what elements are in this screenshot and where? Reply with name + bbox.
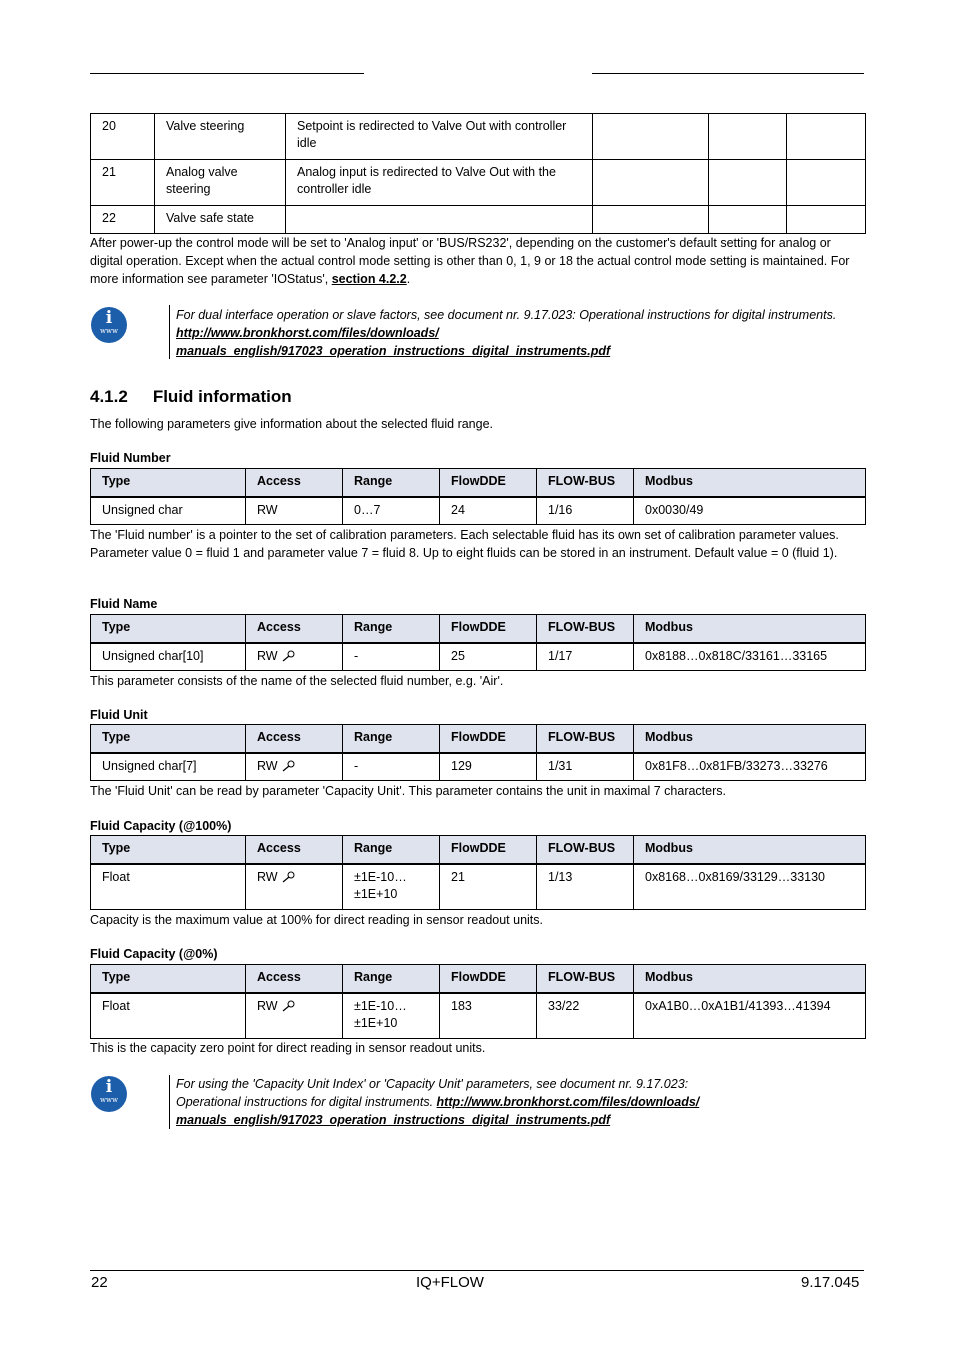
parameter-table xyxy=(90,835,866,910)
param-modbus: 0xA1B0…0xA1B1/41393…41394 xyxy=(634,993,866,1039)
mode-description xyxy=(286,206,593,234)
col-flowbus: FLOW-BUS xyxy=(537,836,634,864)
param-type: Unsigned char xyxy=(91,497,246,525)
param-flowbus: 1/13 xyxy=(537,864,634,910)
col-access: Access xyxy=(246,725,343,753)
col-modbus: Modbus xyxy=(634,836,866,864)
col-flowdde: FlowDDE xyxy=(440,836,537,864)
col-flowdde: FlowDDE xyxy=(440,965,537,993)
param-flowbus: 1/17 xyxy=(537,643,634,671)
col-range: Range xyxy=(343,725,440,753)
wrench-icon xyxy=(281,871,295,883)
param-flowdde: 24 xyxy=(440,497,537,525)
note-divider xyxy=(169,1075,170,1129)
parameter-table xyxy=(90,964,866,1039)
table-header-row xyxy=(91,469,866,497)
section-intro: The following parameters give information about the selected fluid range. xyxy=(90,417,494,431)
parameter-description: The 'Fluid number' is a pointer to the set of calibration parameters. Each selectable fluid has its own set of calibration parameter values. Parameter value 0 = fluid 1 and parameter value 7 = fluid 8. Up to eight fluids can be stored in an instrument. Default value = 0 (fluid 1). xyxy=(90,528,839,560)
mode-name: Analog valve steering xyxy=(155,160,286,206)
wrench-icon xyxy=(281,1000,295,1012)
col-type: Type xyxy=(91,469,246,497)
mode-number: 20 xyxy=(91,114,155,160)
header-rule-left xyxy=(90,73,364,74)
col-type: Type xyxy=(91,836,246,864)
param-flowbus: 1/31 xyxy=(537,753,634,781)
table-header-row xyxy=(91,615,866,643)
parameter-description: This parameter consists of the name of the selected fluid number, e.g. 'Air'. xyxy=(90,674,504,688)
col-type: Type xyxy=(91,965,246,993)
parameter-label: Fluid Capacity (@100%) xyxy=(90,819,232,833)
mode-name: Valve steering xyxy=(155,114,286,160)
col-access: Access xyxy=(246,615,343,643)
col-range: Range xyxy=(343,469,440,497)
wrench-icon xyxy=(281,760,295,772)
page-number: 22 xyxy=(91,1274,108,1291)
parameter-label: Fluid Name xyxy=(90,597,158,611)
param-access: RW xyxy=(246,643,343,671)
param-range: ±1E-10… ±1E+10 xyxy=(343,864,440,910)
document-number: 9.17.045 xyxy=(801,1274,860,1291)
param-type: Unsigned char[10] xyxy=(91,643,246,671)
col-modbus: Modbus xyxy=(634,615,866,643)
download-link-path[interactable]: manuals_english/917023_operation_instructions_digital_instruments.pdf xyxy=(176,1113,611,1127)
mode-description: Setpoint is redirected to Valve Out with controller idle xyxy=(286,114,593,160)
param-access: RW xyxy=(246,864,343,910)
col-flowbus: FLOW-BUS xyxy=(537,965,634,993)
section-heading xyxy=(90,387,292,407)
param-type: Float xyxy=(91,993,246,1039)
table-row xyxy=(91,497,866,525)
product-name: IQ+FLOW xyxy=(416,1274,484,1291)
parameter-table xyxy=(90,614,866,671)
param-range: 0…7 xyxy=(343,497,440,525)
param-modbus: 0x8188…0x818C/33161…33165 xyxy=(634,643,866,671)
param-flowbus: 33/22 xyxy=(537,993,634,1039)
footer-rule xyxy=(90,1270,864,1271)
mode-description: Analog input is redirected to Valve Out with the controller idle xyxy=(286,160,593,206)
param-range: - xyxy=(343,643,440,671)
table-row xyxy=(91,114,866,160)
col-modbus: Modbus xyxy=(634,965,866,993)
download-link[interactable]: http://www.bronkhorst.com/files/downloads/ xyxy=(436,1095,700,1109)
table-row xyxy=(91,160,866,206)
param-range: ±1E-10… ±1E+10 xyxy=(343,993,440,1039)
note-dual-interface: For dual interface operation or slave factors, see document nr. 9.17.023: Operational instructions for digital instruments. http://www.bronkhorst.com/files/downloads/ manuals_english/917023_operation_instructions_digital_instruments.pdf xyxy=(176,308,837,358)
col-flowdde: FlowDDE xyxy=(440,469,537,497)
mode-name: Valve safe state xyxy=(155,206,286,234)
param-modbus: 0x81F8…0x81FB/33273…33276 xyxy=(634,753,866,781)
table-row xyxy=(91,864,866,910)
col-modbus: Modbus xyxy=(634,725,866,753)
param-flowdde: 25 xyxy=(440,643,537,671)
download-link-path[interactable]: manuals_english/917023_operation_instructions_digital_instruments.pdf xyxy=(176,344,611,358)
info-www-icon: i www xyxy=(91,307,127,343)
param-access: RW xyxy=(246,993,343,1039)
param-range: - xyxy=(343,753,440,781)
param-modbus: 0x8168…0x8169/33129…33130 xyxy=(634,864,866,910)
param-access: RW xyxy=(246,497,343,525)
table-row xyxy=(91,753,866,781)
mode-number: 21 xyxy=(91,160,155,206)
param-flowbus: 1/16 xyxy=(537,497,634,525)
note-divider xyxy=(169,305,170,359)
parameter-description: This is the capacity zero point for direct reading in sensor readout units. xyxy=(90,1041,486,1055)
param-modbus: 0x0030/49 xyxy=(634,497,866,525)
col-flowdde: FlowDDE xyxy=(440,725,537,753)
mode-number: 22 xyxy=(91,206,155,234)
col-modbus: Modbus xyxy=(634,469,866,497)
section-number: 4.1.2 xyxy=(90,387,128,406)
table-row xyxy=(91,643,866,671)
col-type: Type xyxy=(91,615,246,643)
note-capacity-unit: For using the 'Capacity Unit Index' or 'Capacity Unit' parameters, see document nr. 9.17.023: Operational instructions for digital instruments. http://www.bronkhorst.com/files/downloads/ manuals_english/917023_operation_instructions_digital_instruments.pdf xyxy=(176,1077,700,1127)
header-rule-right xyxy=(592,73,864,74)
table-row xyxy=(91,206,866,234)
parameter-label: Fluid Capacity (@0%) xyxy=(90,947,218,961)
param-flowdde: 21 xyxy=(440,864,537,910)
parameter-description: The 'Fluid Unit' can be read by parameter 'Capacity Unit'. This parameter contains the unit in maximal 7 characters. xyxy=(90,784,726,798)
parameter-label: Fluid Unit xyxy=(90,708,148,722)
parameter-label: Fluid Number xyxy=(90,451,171,465)
section-title: Fluid information xyxy=(152,387,292,406)
parameter-table xyxy=(90,724,866,781)
col-type: Type xyxy=(91,725,246,753)
col-range: Range xyxy=(343,965,440,993)
intro-paragraph: After power-up the control mode will be set to 'Analog input' or 'BUS/RS232', depending on the customer's default setting for analog or digital operation. Except when the actual control mode setting is other than 0, 1, 9 or 18 the actual control mode setting is maintained. For more information see parameter 'IOStatus', section 4.2.2. xyxy=(90,236,850,286)
parameter-description: Capacity is the maximum value at 100% for direct reading in sensor readout units. xyxy=(90,913,544,927)
section-link[interactable]: section 4.2.2 xyxy=(331,272,407,286)
info-www-icon: i www xyxy=(91,1076,127,1112)
download-link[interactable]: http://www.bronkhorst.com/files/downloads/ xyxy=(176,326,439,340)
col-access: Access xyxy=(246,836,343,864)
table-header-row xyxy=(91,965,866,993)
wrench-icon xyxy=(281,650,295,662)
col-flowdde: FlowDDE xyxy=(440,615,537,643)
parameter-table xyxy=(90,468,866,525)
param-type: Unsigned char[7] xyxy=(91,753,246,781)
col-access: Access xyxy=(246,965,343,993)
param-flowdde: 183 xyxy=(440,993,537,1039)
table-header-row xyxy=(91,725,866,753)
col-flowbus: FLOW-BUS xyxy=(537,469,634,497)
col-access: Access xyxy=(246,469,343,497)
param-flowdde: 129 xyxy=(440,753,537,781)
param-type: Float xyxy=(91,864,246,910)
col-range: Range xyxy=(343,615,440,643)
table-row xyxy=(91,993,866,1039)
control-mode-table xyxy=(90,113,866,234)
col-range: Range xyxy=(343,836,440,864)
table-header-row xyxy=(91,836,866,864)
param-access: RW xyxy=(246,753,343,781)
col-flowbus: FLOW-BUS xyxy=(537,725,634,753)
col-flowbus: FLOW-BUS xyxy=(537,615,634,643)
